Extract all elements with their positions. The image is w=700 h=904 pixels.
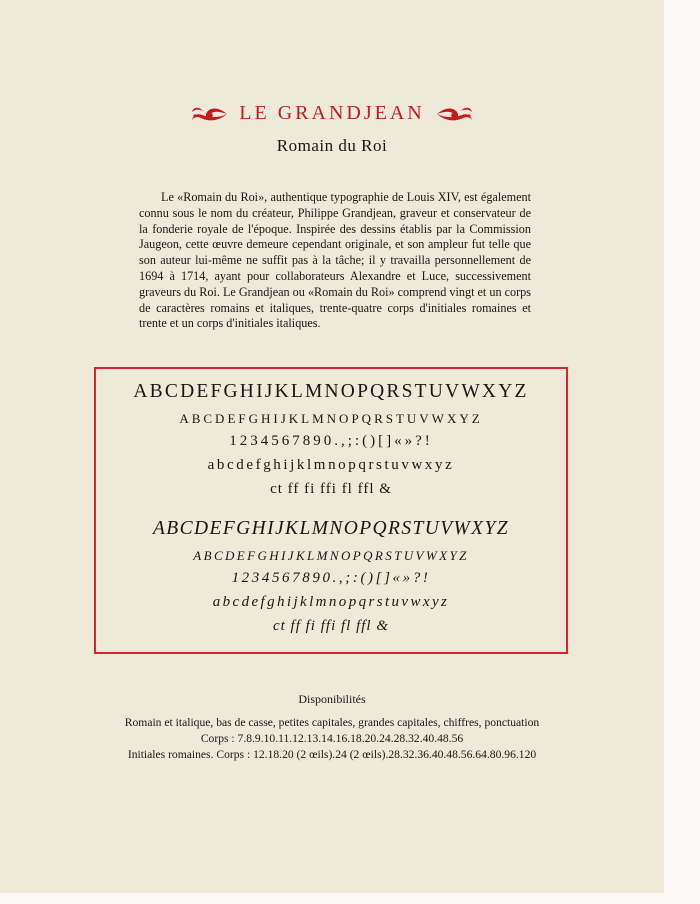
italic-figures: 1234567890.,;:()[]«»?! [231,570,431,586]
scan-margin-right [664,0,700,904]
title-row [0,102,664,125]
italic-small-capitals: ABCDEFGHIJKLMNOPQRSTUVWXYZ [193,548,469,563]
scan-margin-bottom [0,893,700,904]
availability-text-sizes: Corps : 7.8.9.10.11.12.13.14.16.18.20.24.28.32.40.48.56 [200,732,464,745]
italic-capitals: ABCDEFGHIJKLMNOPQRSTUVWXYZ [153,518,509,539]
availability-initial-sizes: Initiales romaines. Corps : 12.18.20 (2 œils).24 (2 œils).28.32.36.40.48.56.64.80.96.120 [127,748,537,761]
fleuron-icon [435,103,475,125]
italic-ligatures: ct ff fi ffi fl ffl & [272,618,389,634]
fleuron-icon [189,103,229,125]
description-paragraph: Le «Romain du Roi», authentique typographie de Louis XIV, est également connu sous le nom du créateur, Philippe Grandjean, graveur et conservateur de la fonderie royale de l'époque. Inspirée des dessins établis par la Commission Jaugeon, cette œuvre demeure cependant originale, et son ampleur fut telle que son auteur lui-même ne suffit pas à la tâche; il y travailla personnellement de 1694 à 1714, ayant pour collaborateurs Alexandre et Luce, successivement graveurs du Roi. Le Grandjean ou «Romain du Roi» comprend vingt et un corps de caractères romains et italiques, trente-quatre corps d'initiales romaines et trente et un corps d'initiales italiques. [139,190,531,331]
availability-styles: Romain et italique, bas de casse, petites capitales, grandes capitales, chiffres, ponctuation [124,716,540,729]
italic-lowercase: abcdefghijklmnopqrstuvwxyz [212,594,450,610]
page-subtitle: Romain du Roi [276,136,388,155]
roman-capitals: ABCDEFGHIJKLMNOPQRSTUVWXYZ [133,381,529,402]
roman-lowercase: abcdefghijklmnopqrstuvwxyz [207,457,455,473]
roman-figures: 1234567890.,;:()[]«»?! [229,433,433,449]
roman-small-capitals: ABCDEFGHIJKLMNOPQRSTUVWXYZ [179,411,483,426]
page-title: LE GRANDJEAN [239,102,425,124]
availability-heading: Disponibilités [298,692,366,706]
roman-ligatures: ct ff fi ffi fl ffl & [270,481,392,497]
